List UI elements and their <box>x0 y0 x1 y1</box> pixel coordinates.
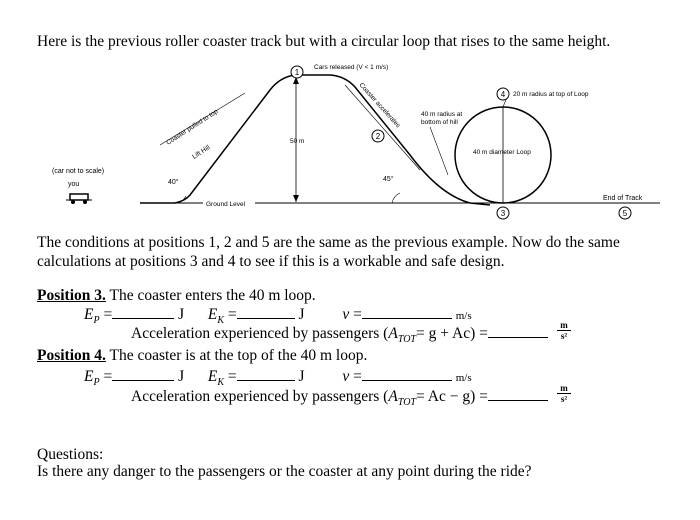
position3-accel-unit: $\frac{m}{\text{s²}}$ <box>557 320 571 342</box>
position4-ek-blank[interactable] <box>237 366 295 381</box>
svg-text:3: 3 <box>500 209 506 218</box>
radius-bottom-label-2: bottom of hill <box>421 119 458 126</box>
marker-3 <box>497 207 509 219</box>
question-1: Is there any danger to the passengers or the coaster at any point during the ride? <box>37 463 532 480</box>
position4-accel-blank[interactable] <box>488 386 548 401</box>
position4-accel-unit: $\frac{m}{\text{s²}}$ <box>557 383 571 405</box>
radius-bottom-label-1: 40 m radius at <box>421 111 463 118</box>
conditions-line-2: calculations at positions 3 and 4 to see if this is a workable and safe design. <box>37 253 505 270</box>
marker-5 <box>619 207 631 219</box>
position3-heading: Position 3. <box>37 287 106 304</box>
position3-v-blank[interactable] <box>362 304 452 319</box>
cars-released-label: Cars released (V < 1 m/s) <box>314 64 389 71</box>
questions-title: Questions: <box>37 446 104 463</box>
svg-text:1: 1 <box>294 68 300 77</box>
position4-heading: Position 4. <box>37 347 106 364</box>
position4-energy-row: $E_P = J$ $E_K = J$ v = m/s <box>84 368 472 389</box>
marker-2 <box>372 130 384 142</box>
marker-1 <box>291 66 303 78</box>
position3-accel-row: Acceleration experienced by passengers $(A_{TOT}= g + Ac)$ = <box>131 323 548 345</box>
accelerates-arrow <box>345 85 420 170</box>
end-of-track-label: End of Track <box>603 195 643 202</box>
svg-text:5: 5 <box>622 209 628 218</box>
intro-text: Here is the previous roller coaster track but with a circular loop that rises to the same height. <box>37 33 611 50</box>
coaster-accelerates-label: Coaster accelerates <box>357 81 402 130</box>
conditions-paragraph <box>37 233 620 271</box>
position4-desc: The coaster is at the top of the 40 m loop. <box>109 347 368 364</box>
svg-text:2: 2 <box>375 132 381 141</box>
loop-diameter-label: 40 m diameter Loop <box>473 149 531 156</box>
track-path <box>140 75 490 205</box>
angle-45-label: 45° <box>383 176 394 183</box>
position3-header <box>37 287 316 305</box>
you-label: you <box>68 181 80 188</box>
lift-hill-label: Lift Hill <box>191 144 212 161</box>
radius-top-label: 20 m radius at top of Loop <box>513 91 589 98</box>
position3-accel-blank[interactable] <box>488 323 548 338</box>
position4-header <box>37 347 367 365</box>
roller-coaster-diagram <box>0 55 700 233</box>
not-to-scale-label: (car not to scale) <box>52 168 105 175</box>
svg-text:4: 4 <box>500 90 506 99</box>
position3-ep-blank[interactable] <box>112 304 174 319</box>
height-label: 50 m <box>290 138 305 145</box>
position3-energy-row: $E_P = J$ $E_K = J$ v = m/s <box>84 306 472 327</box>
marker-4 <box>497 88 509 100</box>
position4-ep-blank[interactable] <box>112 366 174 381</box>
coaster-pulled-label: Coaster pulled to top <box>165 108 220 147</box>
coaster-car-icon <box>66 194 92 204</box>
ground-level-label: Ground Level <box>206 201 246 208</box>
angle-40-label: 40° <box>168 179 179 186</box>
position4-v-blank[interactable] <box>362 366 452 381</box>
conditions-line-1: The conditions at positions 1, 2 and 5 are the same as the previous example. Now do the same <box>37 234 620 251</box>
position4-accel-row: Acceleration experienced by passengers $(A_{TOT}= Ac - g)$ = <box>131 386 548 408</box>
position3-ek-blank[interactable] <box>237 304 295 319</box>
position3-desc: The coaster enters the 40 m loop. <box>109 287 316 304</box>
